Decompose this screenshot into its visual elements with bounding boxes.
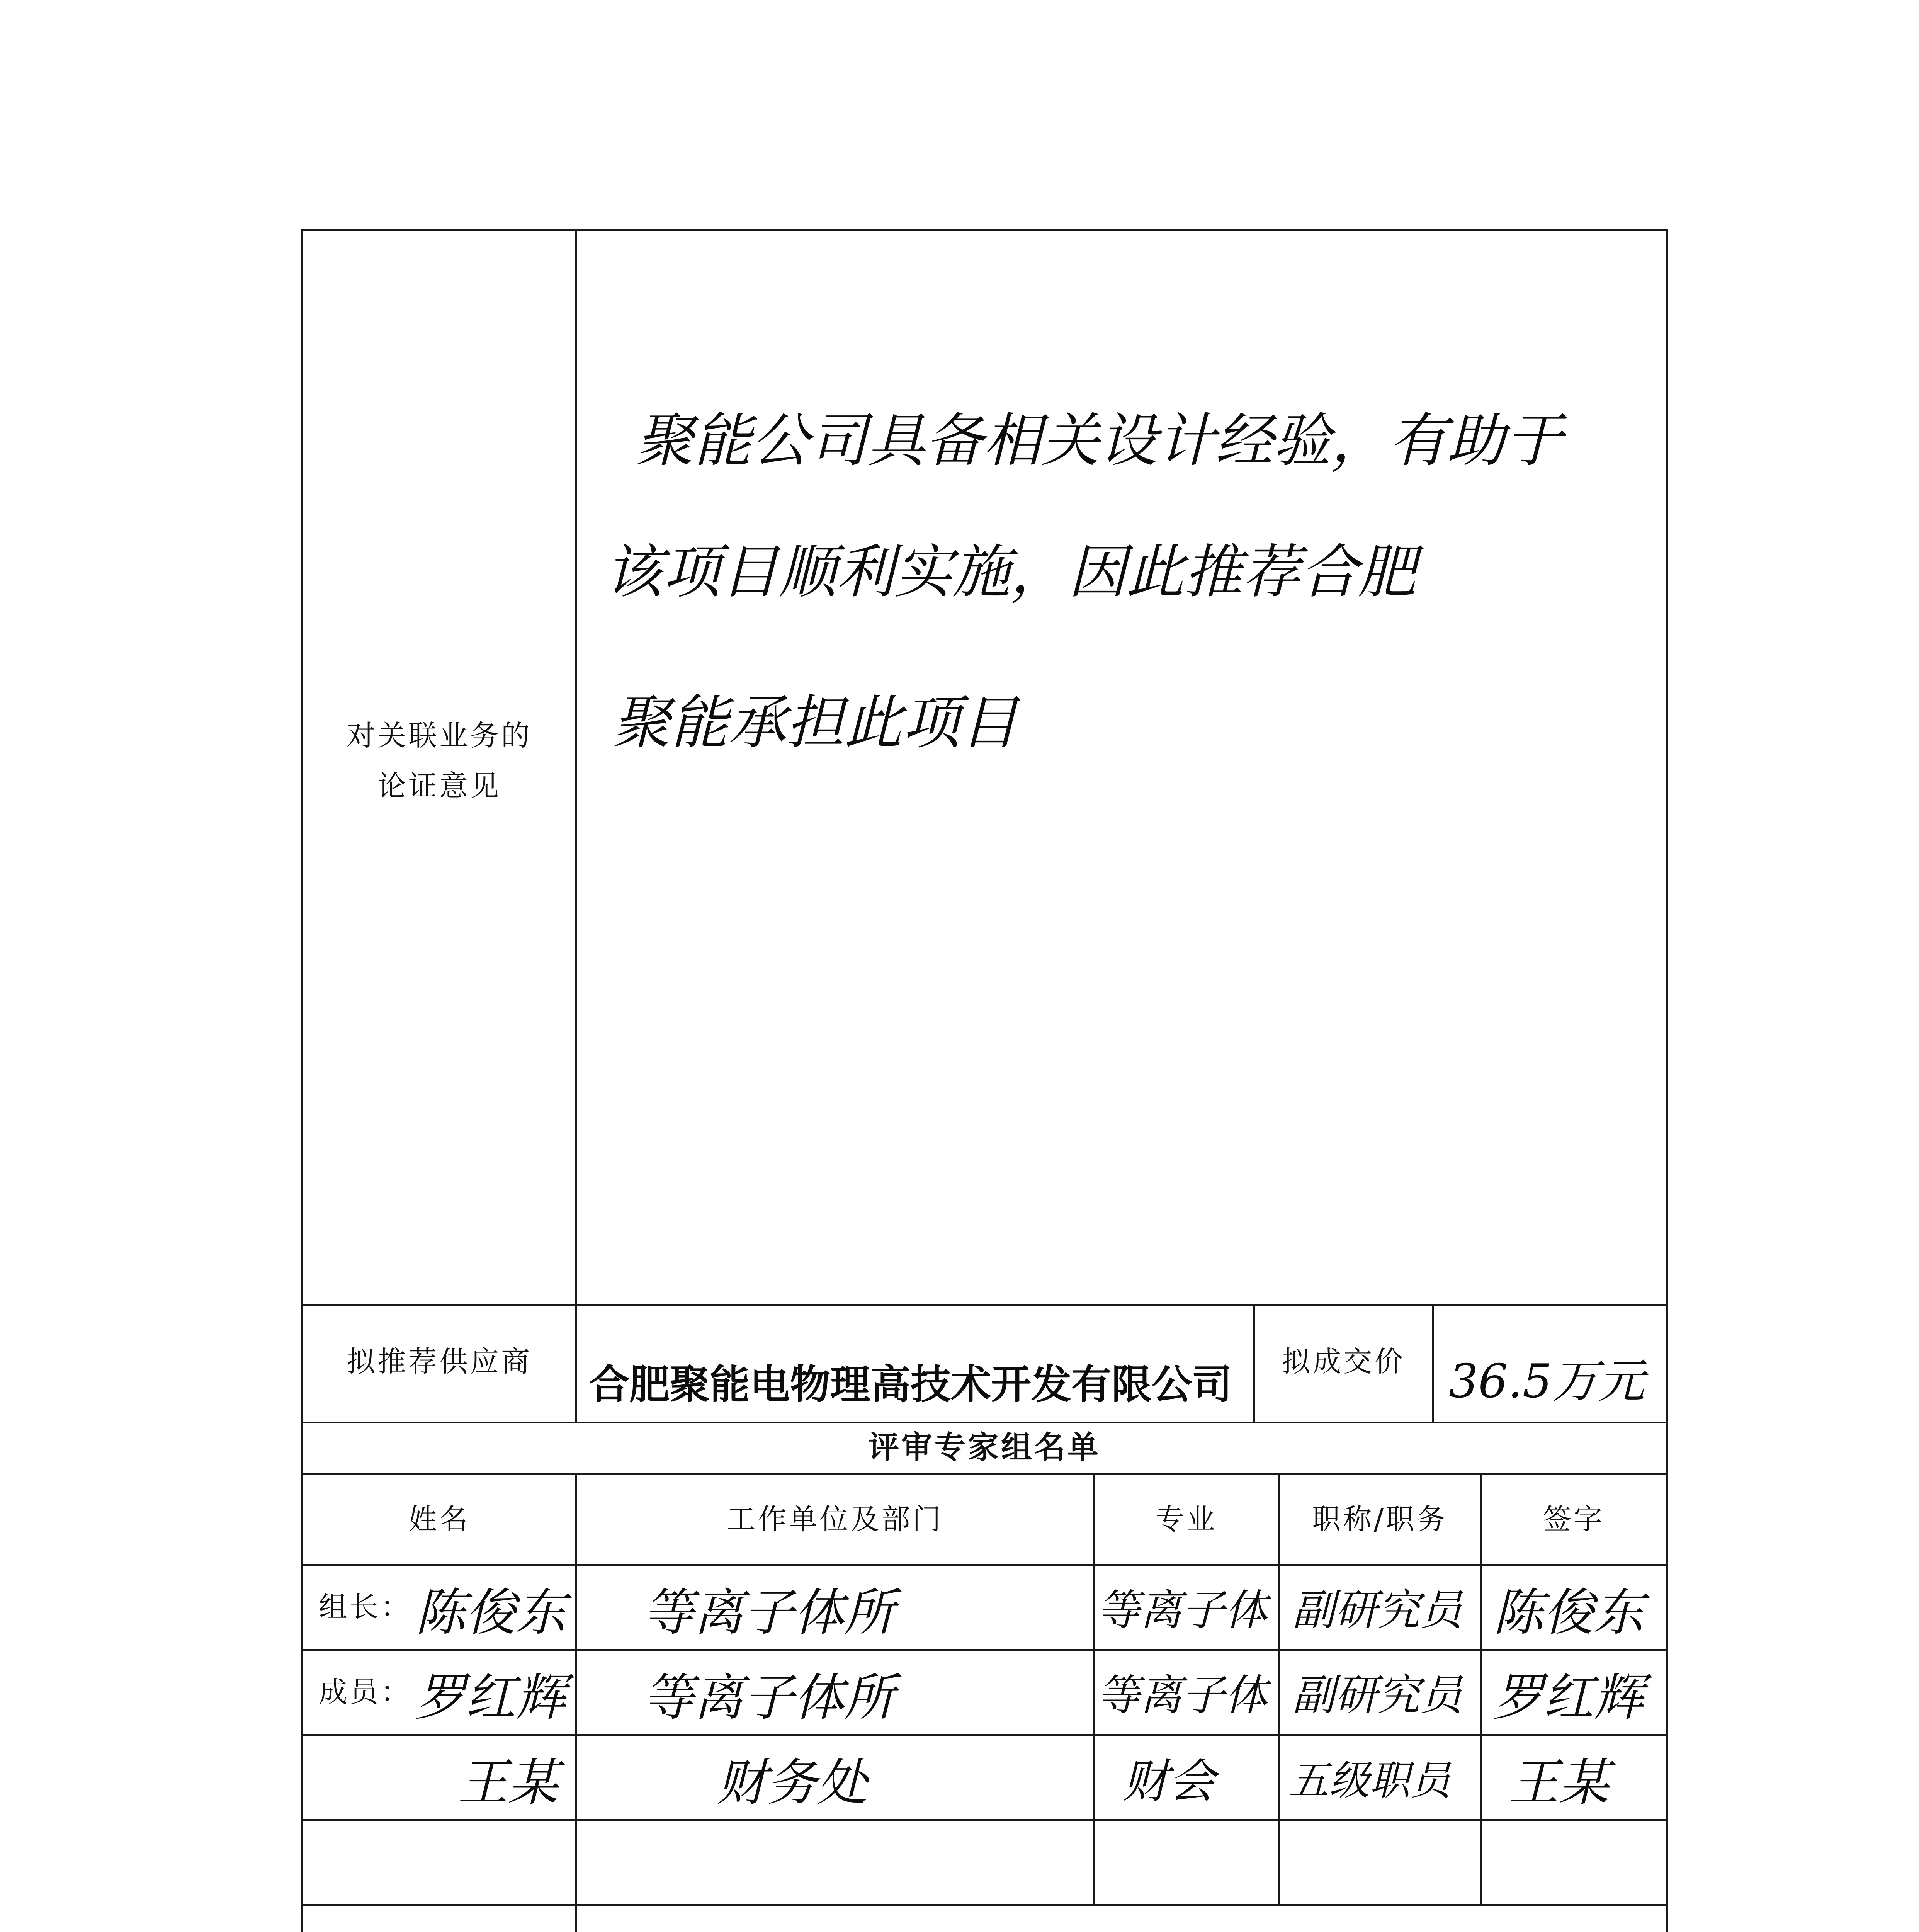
row-divider — [303, 1473, 1666, 1475]
experts-title: 评审专家组名单 — [868, 1429, 1101, 1465]
row-major: 财会 — [1122, 1755, 1215, 1808]
header-name: 姓名 — [408, 1503, 470, 1536]
row-sign: 罗红辉 — [1493, 1668, 1644, 1727]
header-major: 专业 — [1156, 1503, 1217, 1536]
row-divider — [303, 1304, 1666, 1306]
opinion-text-line2: 该项目顺利实施，因此推荐合肥 — [605, 539, 1416, 606]
price-value: 36.5万元 — [1449, 1355, 1645, 1408]
col-divider — [575, 231, 577, 1422]
opinion-text-line3: 聚能承担此项目 — [612, 689, 1018, 757]
col-divider — [1432, 1304, 1434, 1422]
row-divider — [303, 1734, 1666, 1736]
row-name: 陈俊东 — [415, 1583, 566, 1642]
supplier-label: 拟推荐供应商 — [347, 1345, 532, 1378]
approval-form — [301, 229, 1668, 1932]
row-divider — [303, 1904, 1666, 1906]
header-unit: 工作单位及部门 — [727, 1503, 943, 1536]
row-title: 五级职员 — [1288, 1757, 1451, 1804]
supplier-value: 合肥聚能电物理高技术开发有限公司 — [589, 1361, 1232, 1408]
opinion-label-line2: 论证意见 — [377, 769, 501, 803]
row-title: 副研究员 — [1292, 1585, 1462, 1635]
row-major: 等离子体 — [1097, 1585, 1267, 1635]
row-sign: 王某 — [1509, 1753, 1610, 1812]
row-name: 罗红辉 — [415, 1668, 566, 1727]
row-major: 等离子体 — [1097, 1670, 1267, 1720]
header-sign: 签字 — [1543, 1503, 1605, 1536]
opinion-label — [303, 711, 575, 811]
opinion-label-line1: 对关联业务的 — [347, 719, 532, 752]
review-opinion — [740, 1924, 894, 1932]
row-unit: 等离子体所 — [643, 1668, 895, 1727]
header-title: 职称/职务 — [1312, 1503, 1448, 1536]
row-sign: 陈俊东 — [1493, 1583, 1644, 1642]
row-role: 成员： — [319, 1675, 411, 1709]
row-divider — [303, 1649, 1666, 1651]
row-unit: 等离子体所 — [643, 1583, 895, 1642]
price-label: 拟成交价 — [1282, 1345, 1406, 1378]
row-name: 王某 — [458, 1753, 559, 1812]
row-divider — [303, 1819, 1666, 1821]
row-divider — [303, 1564, 1666, 1566]
opinion-text-line1: 聚能公司具备相关设计经验，有助于 — [636, 407, 1563, 474]
row-unit: 财务处 — [717, 1753, 868, 1812]
row-title: 副研究员 — [1292, 1670, 1462, 1720]
row-role: 组长： — [319, 1590, 411, 1624]
